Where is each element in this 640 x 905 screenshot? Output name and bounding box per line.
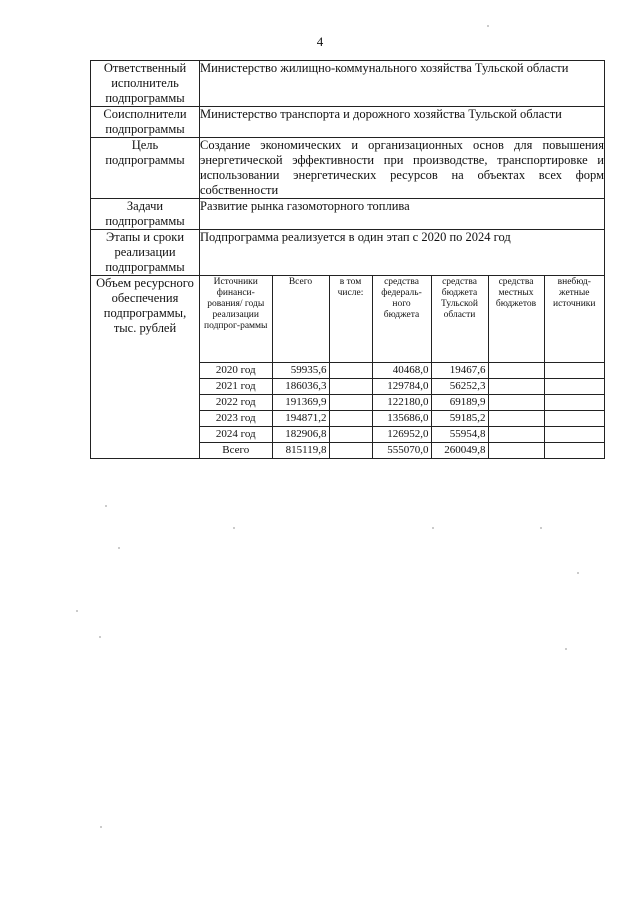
total-cell: 186036,3 [272, 379, 329, 395]
extrabudgetary-cell [544, 427, 604, 443]
including-cell [329, 379, 372, 395]
total-cell: 59935,6 [272, 363, 329, 379]
total-cell: 191369,9 [272, 395, 329, 411]
scan-speck [540, 527, 542, 529]
total-cell: 182906,8 [272, 427, 329, 443]
extrabudgetary-cell [544, 363, 604, 379]
including-cell [329, 363, 372, 379]
extrabudgetary-cell [544, 411, 604, 427]
regional-cell: 55954,8 [431, 427, 488, 443]
year-cell: Всего [200, 443, 272, 459]
scan-speck [565, 648, 567, 650]
table-row [200, 411, 604, 427]
header-including: в том числе: [329, 276, 372, 363]
local-cell [488, 411, 544, 427]
scan-speck [233, 527, 235, 529]
value-responsible: Министерство жилищно-коммунального хозяйства Тульской области [200, 61, 605, 107]
table-row [200, 395, 604, 411]
header-federal: средства федераль-ного бюджета [372, 276, 431, 363]
value-co-executors: Министерство транспорта и дорожного хозяйства Тульской области [200, 107, 605, 138]
row-responsible [91, 61, 605, 107]
year-cell: 2020 год [200, 363, 272, 379]
federal-cell: 135686,0 [372, 411, 431, 427]
regional-cell: 19467,6 [431, 363, 488, 379]
scan-speck [118, 547, 120, 549]
local-cell [488, 443, 544, 459]
scan-speck [76, 610, 78, 612]
regional-cell: 59185,2 [431, 411, 488, 427]
value-tasks: Развитие рынка газомоторного топлива [200, 199, 605, 230]
local-cell [488, 395, 544, 411]
header-regional: средства бюджета Тульской области [431, 276, 488, 363]
extrabudgetary-cell [544, 395, 604, 411]
regional-cell: 56252,3 [431, 379, 488, 395]
header-total: Всего [272, 276, 329, 363]
subprogram-passport-table [90, 60, 605, 459]
row-goal [91, 138, 605, 199]
funding-cell [200, 276, 605, 459]
table-row [200, 379, 604, 395]
row-stages [91, 230, 605, 276]
scan-speck [100, 826, 102, 828]
federal-cell: 129784,0 [372, 379, 431, 395]
scan-speck [487, 25, 489, 27]
year-cell: 2023 год [200, 411, 272, 427]
regional-cell: 260049,8 [431, 443, 488, 459]
value-stages: Подпрограмма реализуется в один этап с 2020 по 2024 год [200, 230, 605, 276]
federal-cell: 122180,0 [372, 395, 431, 411]
table-row-total [200, 443, 604, 459]
federal-cell: 126952,0 [372, 427, 431, 443]
total-cell: 815119,8 [272, 443, 329, 459]
extrabudgetary-cell [544, 443, 604, 459]
year-cell: 2021 год [200, 379, 272, 395]
including-cell [329, 411, 372, 427]
header-local: средства местных бюджетов [488, 276, 544, 363]
scan-speck [577, 572, 579, 574]
page-number: 4 [316, 34, 324, 49]
funding-table [200, 276, 604, 458]
funding-header-row [200, 276, 604, 363]
scan-speck [99, 636, 101, 638]
scan-speck [105, 505, 107, 507]
local-cell [488, 363, 544, 379]
local-cell [488, 427, 544, 443]
federal-cell: 40468,0 [372, 363, 431, 379]
year-cell: 2022 год [200, 395, 272, 411]
header-sources: Источники финанси-рования/ годы реализации подпрог-раммы [200, 276, 272, 363]
regional-cell: 69189,9 [431, 395, 488, 411]
local-cell [488, 379, 544, 395]
label-responsible: Ответственный исполнитель подпрограммы [91, 61, 200, 107]
including-cell [329, 395, 372, 411]
federal-cell: 555070,0 [372, 443, 431, 459]
year-cell: 2024 год [200, 427, 272, 443]
table-row [200, 363, 604, 379]
label-stages: Этапы и сроки реализации подпрограммы [91, 230, 200, 276]
row-co-executors [91, 107, 605, 138]
total-cell: 194871,2 [272, 411, 329, 427]
table-row [200, 427, 604, 443]
header-extrabudgetary: внебюд-жетные источники [544, 276, 604, 363]
label-goal: Цель подпрограммы [91, 138, 200, 199]
label-funding: Объем ресурсного обеспечения подпрограммы, тыс. рублей [91, 276, 200, 459]
extrabudgetary-cell [544, 379, 604, 395]
label-tasks: Задачи подпрограммы [91, 199, 200, 230]
scan-speck [432, 527, 434, 529]
row-tasks [91, 199, 605, 230]
value-goal: Создание экономических и организационных основ для повышения энергетической эффективности при производстве, транспортировке и использовании энергетических ресурсов на объектах всех форм собственности [200, 138, 604, 197]
row-funding [91, 276, 605, 459]
including-cell [329, 443, 372, 459]
including-cell [329, 427, 372, 443]
label-co-executors: Соисполнители подпрограммы [91, 107, 200, 138]
